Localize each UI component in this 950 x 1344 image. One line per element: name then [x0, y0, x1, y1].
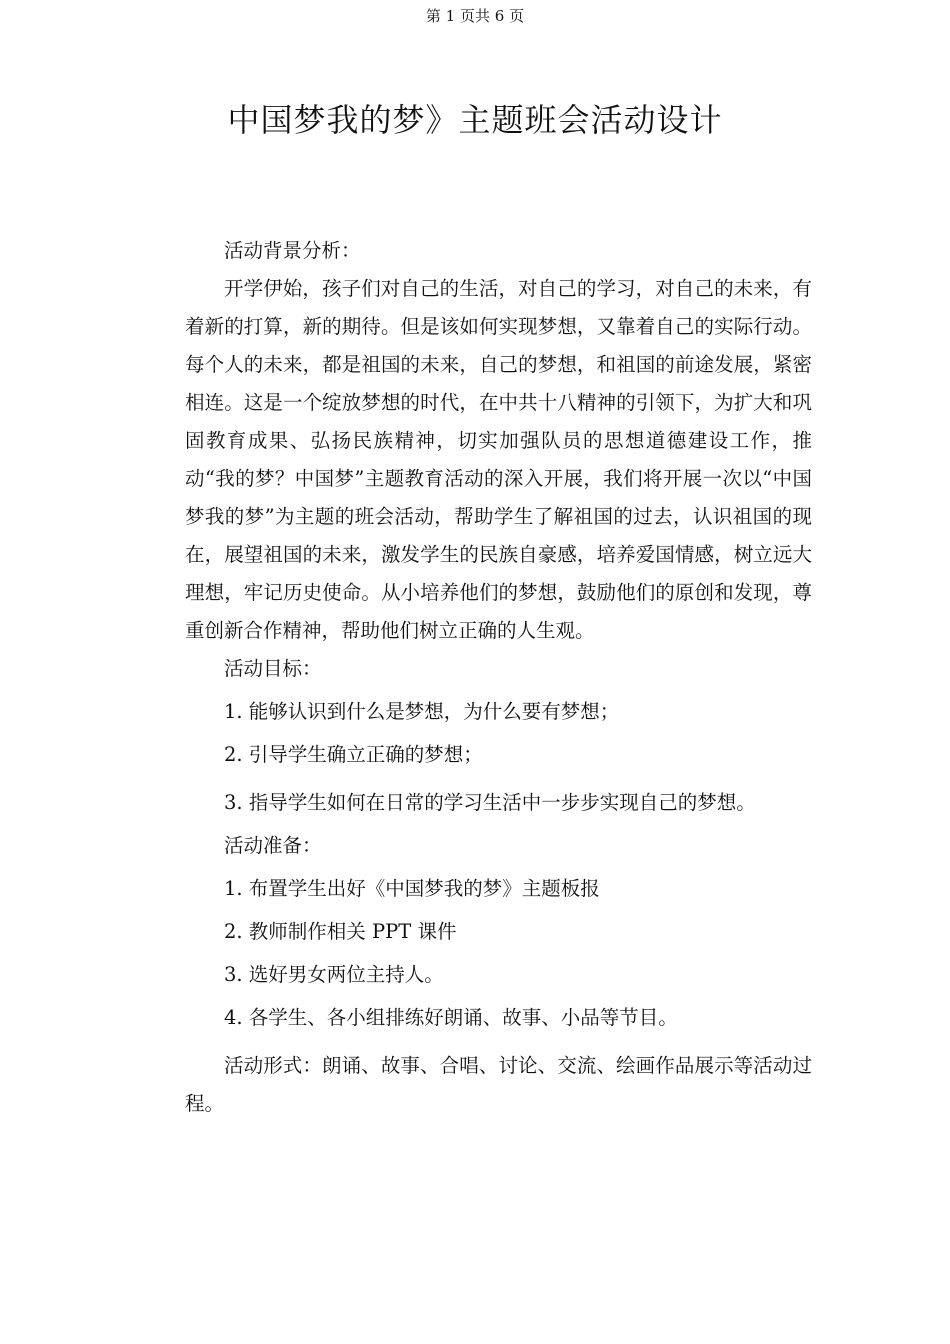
prep-item-1: 1. 布置学生出好《中国梦我的梦》主题板报 [224, 877, 600, 900]
prep-item-3: 3. 选好男女两位主持人。 [224, 963, 444, 986]
page-indicator: 第 1 页共 6 页 [425, 7, 525, 25]
document-title: 中国梦我的梦》主题班会活动设计 [227, 101, 723, 139]
prep-item-2: 2. 教师制作相关 PPT 课件 [224, 920, 457, 943]
background-paragraph: 开学伊始，孩子们对自己的生活，对自己的学习，对自己的未来，有着新的打算，新的期待。但是该如何实现梦想，又靠着自己的实际行动。每个人的未来，都是祖国的未来，自己的梦想，和祖国的前途发展，紧密相连。这是一个绽放梦想的时代，在中共十八精神的引领下，为扩大和巩固教育成果、弘扬民族精神，切实加强队员的思想道德建设工作，推动“我的梦？中国梦”主题教育活动的深入开展，我们将开展一次以“中国梦我的梦”为主题的班会活动，帮助学生了解祖国的过去，认识祖国的现在，展望祖国的未来，激发学生的民族自豪感，培养爱国情感，树立远大理想，牢记历史使命。从小培养他们的梦想，鼓励他们的原创和发现，尊重创新合作精神，帮助他们树立正确的人生观。 [185, 277, 812, 642]
activity-form-paragraph: 活动形式：朗诵、故事、合唱、讨论、交流、绘画作品展示等活动过程。 [185, 1054, 812, 1115]
goals-heading: 活动目标： [224, 657, 322, 680]
goal-item-1: 1. 能够认识到什么是梦想，为什么要有梦想； [224, 700, 620, 723]
document-body [185, 232, 812, 1123]
prep-item-4: 4. 各学生、各小组排练好朗诵、故事、小品等节目。 [224, 1006, 678, 1029]
goal-item-2: 2. 引导学生确立正确的梦想； [224, 743, 483, 766]
background-heading: 活动背景分析： [224, 239, 361, 262]
prep-heading: 活动准备： [224, 834, 322, 857]
goal-item-3: 3. 指导学生如何在日常的学习生活中一步步实现自己的梦想。 [224, 791, 756, 814]
